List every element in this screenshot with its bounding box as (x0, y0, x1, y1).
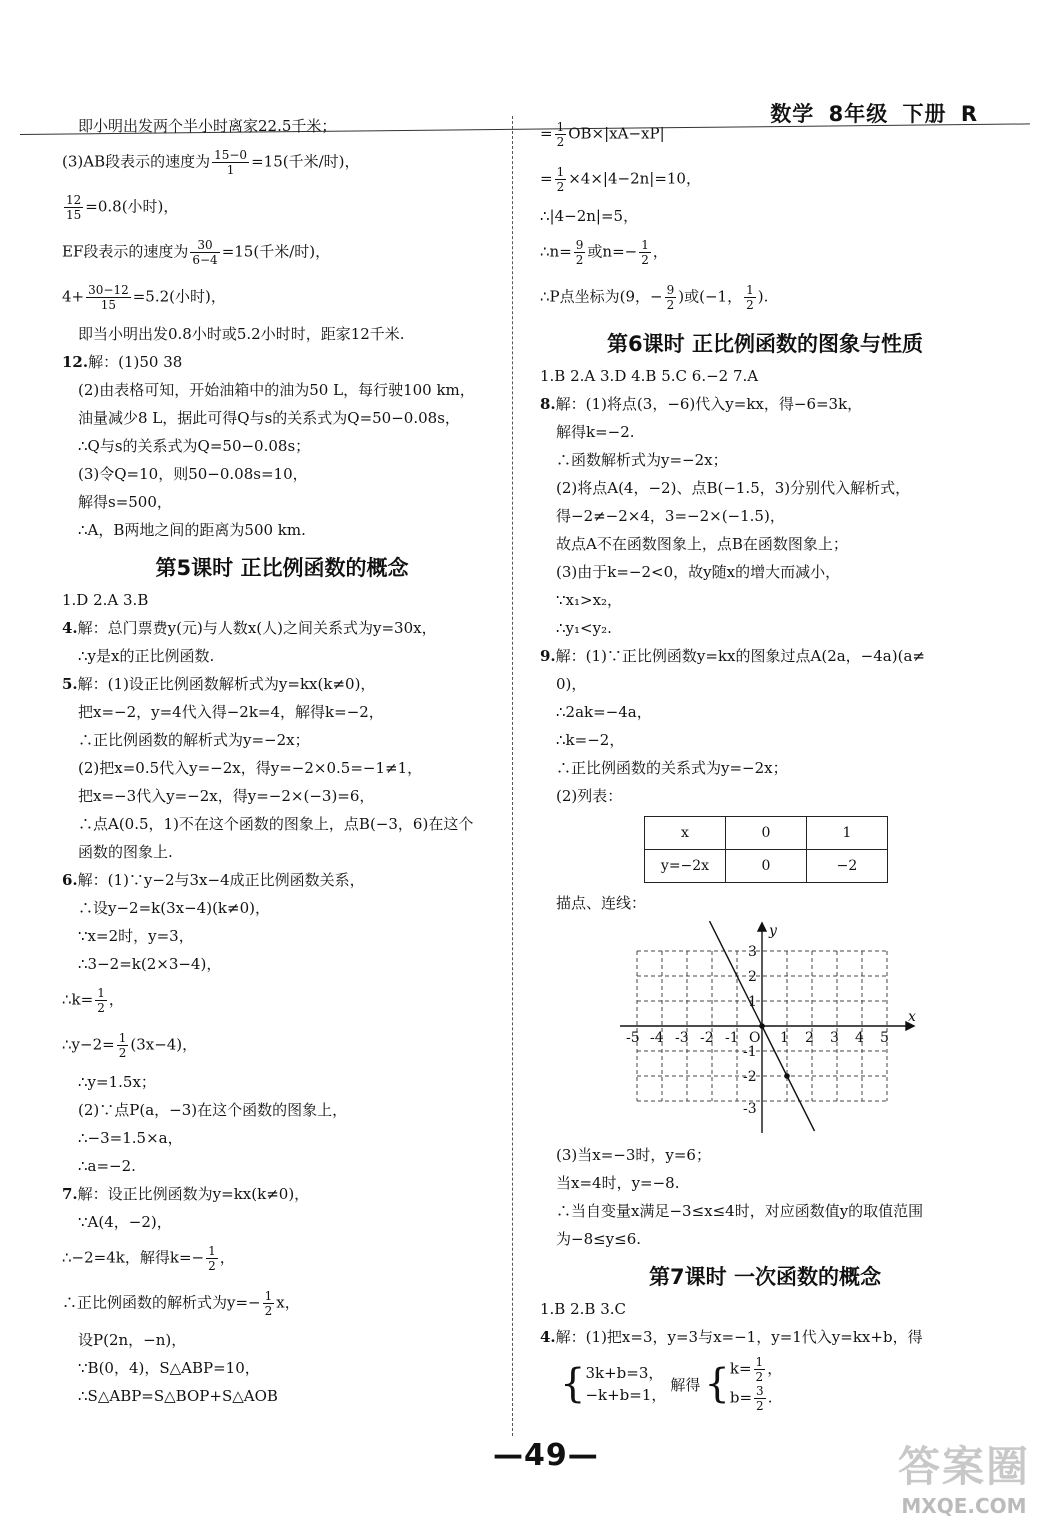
text-line: (3)AB段表示的速度为 $\frac{15-0}{1}$ =15(千米/时)， (62, 148, 360, 177)
answer-line: 1.D 2.A 3.B (62, 591, 149, 609)
text-line: 解得k=−2. (556, 423, 635, 441)
left-column (62, 112, 502, 1410)
text-line: (3)令Q=10，则50−0.08s=10， (78, 465, 308, 483)
text-line: 函数的图象上. (78, 843, 173, 861)
fraction: $\frac{1}{2}$ (556, 120, 565, 149)
table-cell: 0 (726, 817, 807, 850)
table-cell: x (645, 817, 726, 850)
question-9: 9.解：(1)∵正比例函数y=kx的图象过点A(2a，−4a)(a≠ (540, 647, 925, 665)
table-cell: 1 (807, 817, 888, 850)
text-line: ∴正比例函数的解析式为y=− $\frac{1}{2}$ x， (62, 1289, 300, 1318)
question-5: 5.解：(1)设正比例函数解析式为y=kx(k≠0)， (62, 675, 376, 693)
solution: k= $\frac{1}{2}$ ， (729, 1355, 783, 1384)
text-line: 把x=−2，y=4代入得−2k=4，解得k=−2， (78, 703, 384, 721)
text-line: ∴设y−2=k(3x−4)(k≠0)， (78, 899, 270, 917)
x-tick-label: -2 (700, 1030, 714, 1046)
x-tick-label: -3 (675, 1030, 689, 1046)
origin-label: O (749, 1030, 761, 1046)
equation: 3k+b=3， (585, 1364, 664, 1382)
table-cell: −2 (807, 850, 888, 883)
equation: −k+b=1， (585, 1386, 667, 1404)
fraction: $\frac{3}{2}$ (756, 1384, 764, 1413)
text-line: ∴|4−2n|=5， (540, 207, 639, 225)
text-line: (2)由表格可知，开始油箱中的油为50 L，每行驶100 km， (78, 381, 475, 399)
text-line: ∴k= $\frac{1}{2}$ ， (62, 986, 124, 1015)
x-tick-label: -5 (626, 1030, 640, 1046)
watermark (894, 1434, 1034, 1518)
table-cell: y=−2x (645, 850, 726, 883)
text-line: ∴A，B两地之间的距离为500 km. (78, 521, 306, 539)
text-line: 0)， (556, 675, 587, 693)
text-line: 解得s=500， (78, 493, 172, 511)
brace-icon: { (560, 1361, 586, 1407)
text-line: ∴y₁<y₂. (556, 619, 612, 637)
text-line: ∴正比例函数的关系式为y=−2x； (556, 759, 788, 777)
text-line: ∴Q与s的关系式为Q=50−0.08s； (78, 437, 311, 455)
table-row (645, 817, 888, 850)
y-tick-label: -3 (743, 1101, 757, 1117)
brace-icon: { (704, 1361, 730, 1407)
text-line: ∵A(4，−2)， (78, 1213, 172, 1231)
text-line: ∴2ak=−4a， (556, 703, 652, 721)
text-line: ∴3−2=k(2×3−4)， (78, 955, 222, 973)
fraction: $\frac{1}{2}$ (118, 1031, 127, 1060)
data-point (784, 1073, 790, 1079)
text-line: 油量减少8 L，据此可得Q与s的关系式为Q=50−0.08s， (78, 409, 460, 427)
column-divider (512, 116, 513, 1436)
text-line: (2)把x=0.5代入y=−2x，得y=−2×0.5=−1≠1， (78, 759, 423, 777)
page-header: 数学 8年级 下册 R (770, 102, 978, 126)
x-axis-label: x (908, 1009, 916, 1025)
text-line: ∴−3=1.5×a， (78, 1129, 183, 1147)
text-line: ∴y是x的正比例函数. (78, 647, 215, 665)
x-tick-label: 4 (855, 1030, 864, 1046)
function-graph (612, 921, 922, 1137)
x-tick-label: 5 (880, 1030, 889, 1046)
fraction: $\frac{9}{2}$ (575, 238, 584, 267)
text-line: $\frac{12}{15}$ =0.8(小时)， (66, 193, 179, 222)
y-axis-arrow (758, 923, 766, 931)
question-4: 4.解：总门票费y(元)与人数x(人)之间关系式为y=30x， (62, 619, 437, 637)
fraction: $\frac{1}{2}$ (97, 986, 105, 1015)
right-column (540, 112, 990, 1417)
question-7: 7.解：设正比例函数为y=kx(k≠0)， (62, 1185, 310, 1203)
watermark-logo: 答案圈 (897, 1442, 1030, 1491)
text-line: (2)∵点P(a，−3)在这个函数的图象上， (78, 1101, 348, 1119)
section-title-5: 第5课时 正比例函数的概念 (155, 556, 409, 580)
text-line: ∴k=−2， (556, 731, 625, 749)
page-number: —49— (493, 1438, 599, 1473)
text-line: ∴−2=4k，解得k=− $\frac{1}{2}$ ， (62, 1244, 235, 1273)
y-tick-label: 3 (748, 944, 757, 960)
fraction: $\frac{1}{2}$ (746, 283, 754, 312)
text-line: 设P(2n，−n)， (78, 1331, 187, 1349)
section-title-7: 第7课时 一次函数的概念 (649, 1265, 881, 1289)
text-line: ∴n= $\frac{9}{2}$ 或n=− $\frac{1}{2}$ ， (540, 238, 668, 267)
x-tick-label: 3 (830, 1030, 839, 1046)
x-tick-label: -1 (725, 1030, 739, 1046)
question-12: 12.解：(1)50 38 (62, 353, 183, 371)
text-line: ∴函数解析式为y=−2x； (556, 451, 728, 469)
text-line: 把x=−3代入y=−2x，得y=−2×(−3)=6， (78, 787, 375, 805)
fraction: $\frac{1}{2}$ (641, 238, 649, 267)
text-line: ∴正比例函数的解析式为y=−2x； (78, 731, 310, 749)
text-line: ∴y=1.5x； (78, 1073, 156, 1091)
text-line: = $\frac{1}{2}$ OB×|xA−xP| (540, 120, 665, 149)
table-cell: 0 (726, 850, 807, 883)
x-tick-label: 1 (780, 1030, 789, 1046)
text-line: 即当小明出发0.8小时或5.2小时时，距家12千米. (78, 325, 405, 343)
y-tick-label: 2 (748, 969, 757, 985)
text-line: (2)将点A(4，−2)、点B(−1.5，3)分别代入解析式， (556, 479, 911, 497)
y-tick-label: -2 (743, 1069, 757, 1085)
text-line: 描点、连线： (556, 894, 647, 912)
text-line: (3)由于k=−2<0，故y随x的增大而减小， (556, 563, 841, 581)
fraction: $\frac{1}{2}$ (264, 1289, 273, 1318)
x-tick-label: -4 (650, 1030, 664, 1046)
y-axis-label: y (769, 923, 777, 939)
answer-line: 1.B 2.A 3.D 4.B 5.C 6.−2 7.A (540, 367, 759, 385)
text-line: ∵x=2时，y=3， (78, 927, 194, 945)
answer-line: 1.B 2.B 3.C (540, 1300, 626, 1318)
text-line: EF段表示的速度为 $\frac{30}{6-4}$ =15(千米/时)， (62, 238, 331, 267)
question-8: 8.解：(1)将点(3，−6)代入y=kx，得−6=3k， (540, 395, 863, 413)
text-line: ∴当自变量x满足−3≤x≤4时，对应函数值y的取值范围 (556, 1202, 924, 1220)
text-line: ∴a=−2. (78, 1157, 136, 1175)
fraction: $\frac{1}{2}$ (755, 1355, 764, 1384)
text-line: 当x=4时，y=−8. (556, 1174, 680, 1192)
text-line: = $\frac{1}{2}$ ×4×|4−2n|=10， (540, 165, 701, 194)
text-line: ∵B(0，4)，S△ABP=10， (78, 1359, 260, 1377)
section-title-6: 第6课时 正比例函数的图象与性质 (607, 332, 923, 356)
watermark-url: MXQE.COM (901, 1494, 1027, 1518)
text-line: ∴S△ABP=S△BOP+S△AOB (78, 1387, 278, 1405)
text-line: (3)当x=−3时，y=6； (556, 1146, 711, 1164)
fraction: $\frac{30}{6-4}$ (192, 238, 218, 267)
fraction: $\frac{30-12}{15}$ (88, 283, 129, 312)
data-point (759, 1023, 765, 1029)
text-line: (2)列表： (556, 787, 623, 805)
text-line: ∴点A(0.5，1)不在这个函数的图象上，点B(−3，6)在这个 (78, 815, 474, 833)
question-4-right: 4.解：(1)把x=3，y=3与x=−1，y=1代入y=kx+b，得 (540, 1328, 923, 1346)
solve-word: 解得 (670, 1375, 701, 1394)
solution: b= $\frac{3}{2}$ . (729, 1384, 773, 1413)
text-line: ∴y−2= $\frac{1}{2}$ (3x−4)， (62, 1031, 198, 1060)
text-line: 即小明出发两个半小时离家22.5千米； (78, 117, 337, 135)
text-line: 故点A不在函数图象上，点B在函数图象上； (556, 535, 848, 553)
question-6: 6.解：(1)∵y−2与3x−4成正比例函数关系， (62, 871, 365, 889)
value-table (644, 816, 888, 883)
text-line: ∵x₁>x₂， (556, 591, 623, 609)
text-line: ∴P点坐标为(9，− $\frac{9}{2}$ )或(−1， $\frac{1}{2}$ ). (540, 283, 769, 312)
text-line: 得−2≠−2×4，3=−2×(−1.5)， (556, 507, 785, 525)
fraction: $\frac{12}{15}$ (66, 193, 82, 222)
text-line: 4+ $\frac{30-12}{15}$ =5.2(小时)， (62, 283, 226, 312)
fraction: $\frac{15-0}{1}$ (214, 148, 248, 177)
y-tick-label: -1 (743, 1044, 757, 1060)
y-tick-label: 1 (748, 994, 757, 1010)
table-row (645, 850, 888, 883)
equation-system (560, 1355, 990, 1413)
fraction: $\frac{9}{2}$ (666, 283, 675, 312)
x-tick-label: 2 (805, 1030, 814, 1046)
fraction: $\frac{1}{2}$ (208, 1244, 216, 1273)
text-line: 为−8≤y≤6. (556, 1230, 642, 1248)
fraction: $\frac{1}{2}$ (556, 165, 565, 194)
